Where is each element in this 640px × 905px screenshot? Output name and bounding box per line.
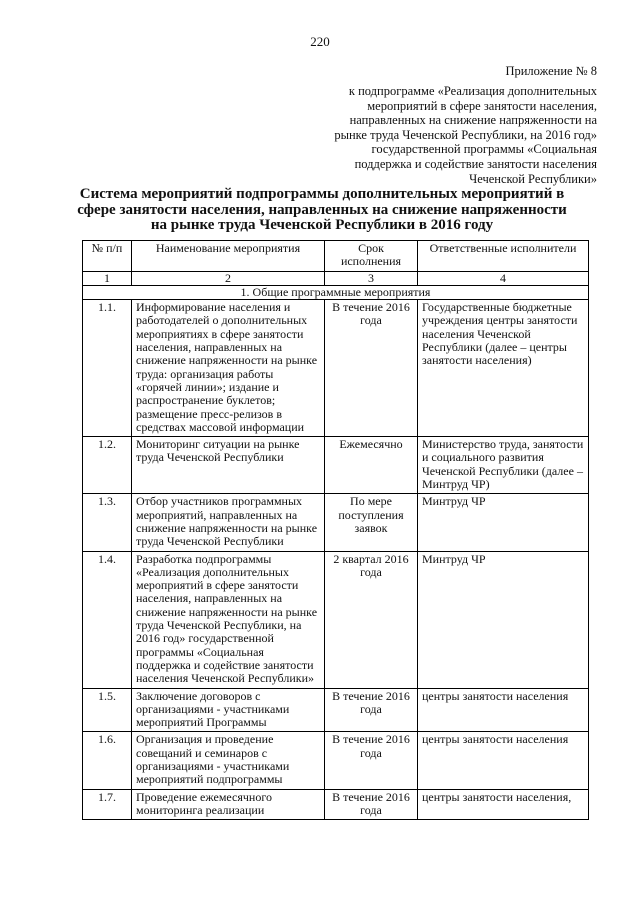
row-name: Организация и проведение совещаний и семинаров с организациями - участниками мероприятий подпрограммы [132, 732, 325, 789]
row-num: 1.5. [83, 688, 132, 732]
header-num: № п/п [83, 241, 132, 272]
row-term: В течение 2016 года [325, 688, 418, 732]
table-row [83, 732, 589, 789]
row-executors: Минтруд ЧР [418, 494, 589, 551]
section-row [83, 285, 589, 299]
row-executors: центры занятости населения, [418, 789, 589, 820]
header-name: Наименование мероприятия [132, 241, 325, 272]
table-header-row [83, 241, 589, 272]
row-name: Отбор участников программных мероприятий, направленных на снижение напряженности на рынке труда Чеченской Республики [132, 494, 325, 551]
appendix-line: рынке труда Чеченской Республики, на 2016 год» [334, 127, 597, 142]
row-term: Ежемесячно [325, 437, 418, 494]
index-cell: 4 [418, 271, 589, 285]
row-name: Проведение ежемесячного мониторинга реализации [132, 789, 325, 820]
row-num: 1.7. [83, 789, 132, 820]
appendix-text [277, 84, 597, 186]
row-term: В течение 2016 года [325, 732, 418, 789]
appendix-line: Чеченской Республики» [469, 171, 597, 186]
row-term: В течение 2016 года [325, 789, 418, 820]
appendix-line: к подпрограмме «Реализация дополнительных [348, 84, 597, 98]
row-num: 1.1. [83, 300, 132, 437]
index-cell: 1 [83, 271, 132, 285]
row-executors: Минтруд ЧР [418, 551, 589, 688]
appendix-line: мероприятий в сфере занятости населения, [367, 98, 597, 113]
row-num: 1.6. [83, 732, 132, 789]
row-num: 1.4. [83, 551, 132, 688]
header-term: Срок исполнения [325, 241, 418, 272]
row-executors: центры занятости населения [418, 688, 589, 732]
row-term: 2 квартал 2016 года [325, 551, 418, 688]
row-num: 1.2. [83, 437, 132, 494]
title-line: сфере занятости населения, направленных на снижение напряженности [77, 201, 567, 218]
table-row [83, 789, 589, 820]
title-line: Система мероприятий подпрограммы дополнительных мероприятий в [79, 186, 565, 202]
column-index-row [83, 271, 589, 285]
table-row [83, 688, 589, 732]
row-name: Разработка подпрограммы «Реализация дополнительных мероприятий в сфере занятости населения, направленных на снижение напряженности на рынке труда Чеченской Республики, на 2016 год» государственной программы «Социальная поддержка и содействие занятости населения Чеченской Республики» [132, 551, 325, 688]
appendix-line: направленных на снижение напряженности на [349, 113, 597, 128]
row-executors: Государственные бюджетные учреждения центры занятости населения Чеченской Республики (далее – центры занятости населения) [418, 300, 589, 437]
table-row [83, 437, 589, 494]
row-name: Информирование населения и работодателей о дополнительных мероприятиях в сфере занятости населения, направленных на снижение напряженности на рынке труда: организация работы «горячей линии»; издание и распространение буклетов; размещение пресс-релизов в средствах массовой информации [132, 300, 325, 437]
table-row [83, 551, 589, 688]
appendix-line: поддержка и содействие занятости населения [354, 156, 597, 171]
title-line: на рынке труда Чеченской Республики в 2016 году [150, 217, 494, 233]
index-cell: 3 [325, 271, 418, 285]
row-name: Заключение договоров с организациями - участниками мероприятий Программы [132, 688, 325, 732]
events-table [82, 240, 589, 820]
row-term: По мере поступления заявок [325, 494, 418, 551]
header-executors: Ответственные исполнители [418, 241, 589, 272]
page-number: 220 [310, 34, 330, 49]
table-row [83, 300, 589, 437]
appendix-line: государственной программы «Социальная [371, 142, 597, 157]
index-cell: 2 [132, 271, 325, 285]
document-title [72, 187, 572, 234]
table-row [83, 494, 589, 551]
row-executors: Министерство труда, занятости и социального развития Чеченской Республики (далее – Минтруд ЧР) [418, 437, 589, 494]
appendix-label: Приложение № 8 [505, 64, 597, 78]
row-term: В течение 2016 года [325, 300, 418, 437]
row-num: 1.3. [83, 494, 132, 551]
section-title: 1. Общие программные мероприятия [83, 285, 589, 299]
row-name: Мониторинг ситуации на рынке труда Чеченской Республики [132, 437, 325, 494]
row-executors: центры занятости населения [418, 732, 589, 789]
